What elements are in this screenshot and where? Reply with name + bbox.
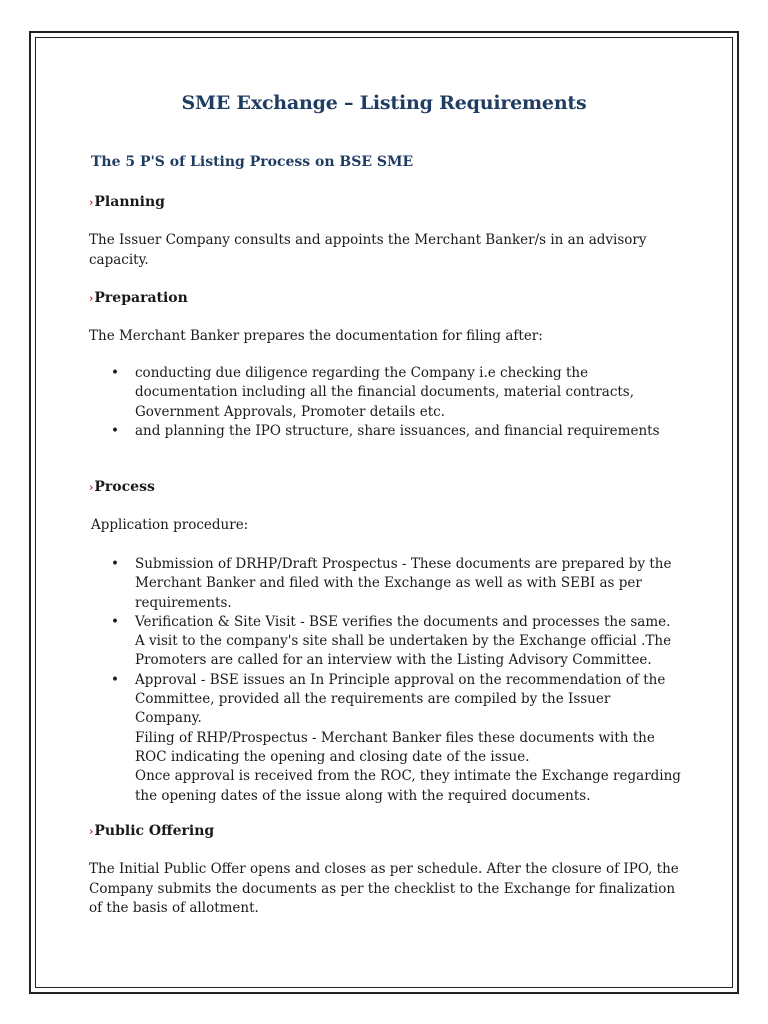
document-title: SME Exchange – Listing Requirements (181, 92, 587, 114)
page-border-inner (35, 37, 733, 988)
process-bullet-list (111, 555, 681, 806)
preparation-text: The Merchant Banker prepares the documentation for filing after: (89, 328, 543, 344)
arrow-marker-icon: › (89, 480, 94, 494)
heading-public-offering-label: Public Offering (94, 823, 215, 839)
heading-process (89, 479, 155, 495)
list-item: • Verification & Site Visit - BSE verifies the documents and processes the same. A visit to the company's site shall be undertaken by the Exchange official .The Promoters are called for an interview with the Listing Advisory Committee. (111, 613, 681, 671)
heading-process-label: Process (94, 479, 155, 495)
roc-approval-text: Once approval is received from the ROC, they intimate the Exchange regarding the opening dates of the issue along with the required documents. (135, 768, 681, 804)
section-subtitle: The 5 P'S of Listing Process on BSE SME (91, 154, 414, 170)
heading-preparation (89, 290, 188, 306)
process-text: Application procedure: (91, 517, 249, 533)
heading-preparation-label: Preparation (94, 290, 188, 306)
arrow-marker-icon: › (89, 195, 94, 209)
filing-rhp-text: Filing of RHP/Prospectus - Merchant Banker files these documents with the ROC indicating the opening and closing date of the issue. (135, 729, 655, 765)
list-item: • and planning the IPO structure, share issuances, and financial requirements (111, 422, 681, 441)
heading-public-offering (89, 823, 214, 839)
heading-planning (89, 194, 165, 210)
list-item: • Approval - BSE issues an In Principle approval on the recommendation of the Committee, provided all the requirements are compiled by the Issuer Company. Filing of RHP/Prospectus - Merchant Banker files these documents with the ROC indicating the opening and closing date of the issue. Once approval is received from the ROC, they intimate the Exchange regarding the opening dates of the issue along with the required documents. (111, 671, 681, 806)
list-item: • conducting due diligence regarding the Company i.e checking the documentation including all the financial documents, material contracts, Government Approvals, Promoter details etc. (111, 364, 681, 422)
heading-planning-label: Planning (94, 194, 165, 210)
list-item: • Submission of DRHP/Draft Prospectus - These documents are prepared by the Merchant Banker and filed with the Exchange as well as with SEBI as per requirements. (111, 555, 681, 613)
arrow-marker-icon: › (89, 824, 94, 838)
public-offering-text: The Initial Public Offer opens and closes as per schedule. After the closure of IPO, the Company submits the documents as per the checklist to the Exchange for finalization of the basis of allotment. (89, 861, 679, 916)
planning-text: The Issuer Company consults and appoints the Merchant Banker/s in an advisory capacity. (89, 232, 647, 268)
preparation-bullet-list (111, 364, 681, 441)
arrow-marker-icon: › (89, 291, 94, 305)
